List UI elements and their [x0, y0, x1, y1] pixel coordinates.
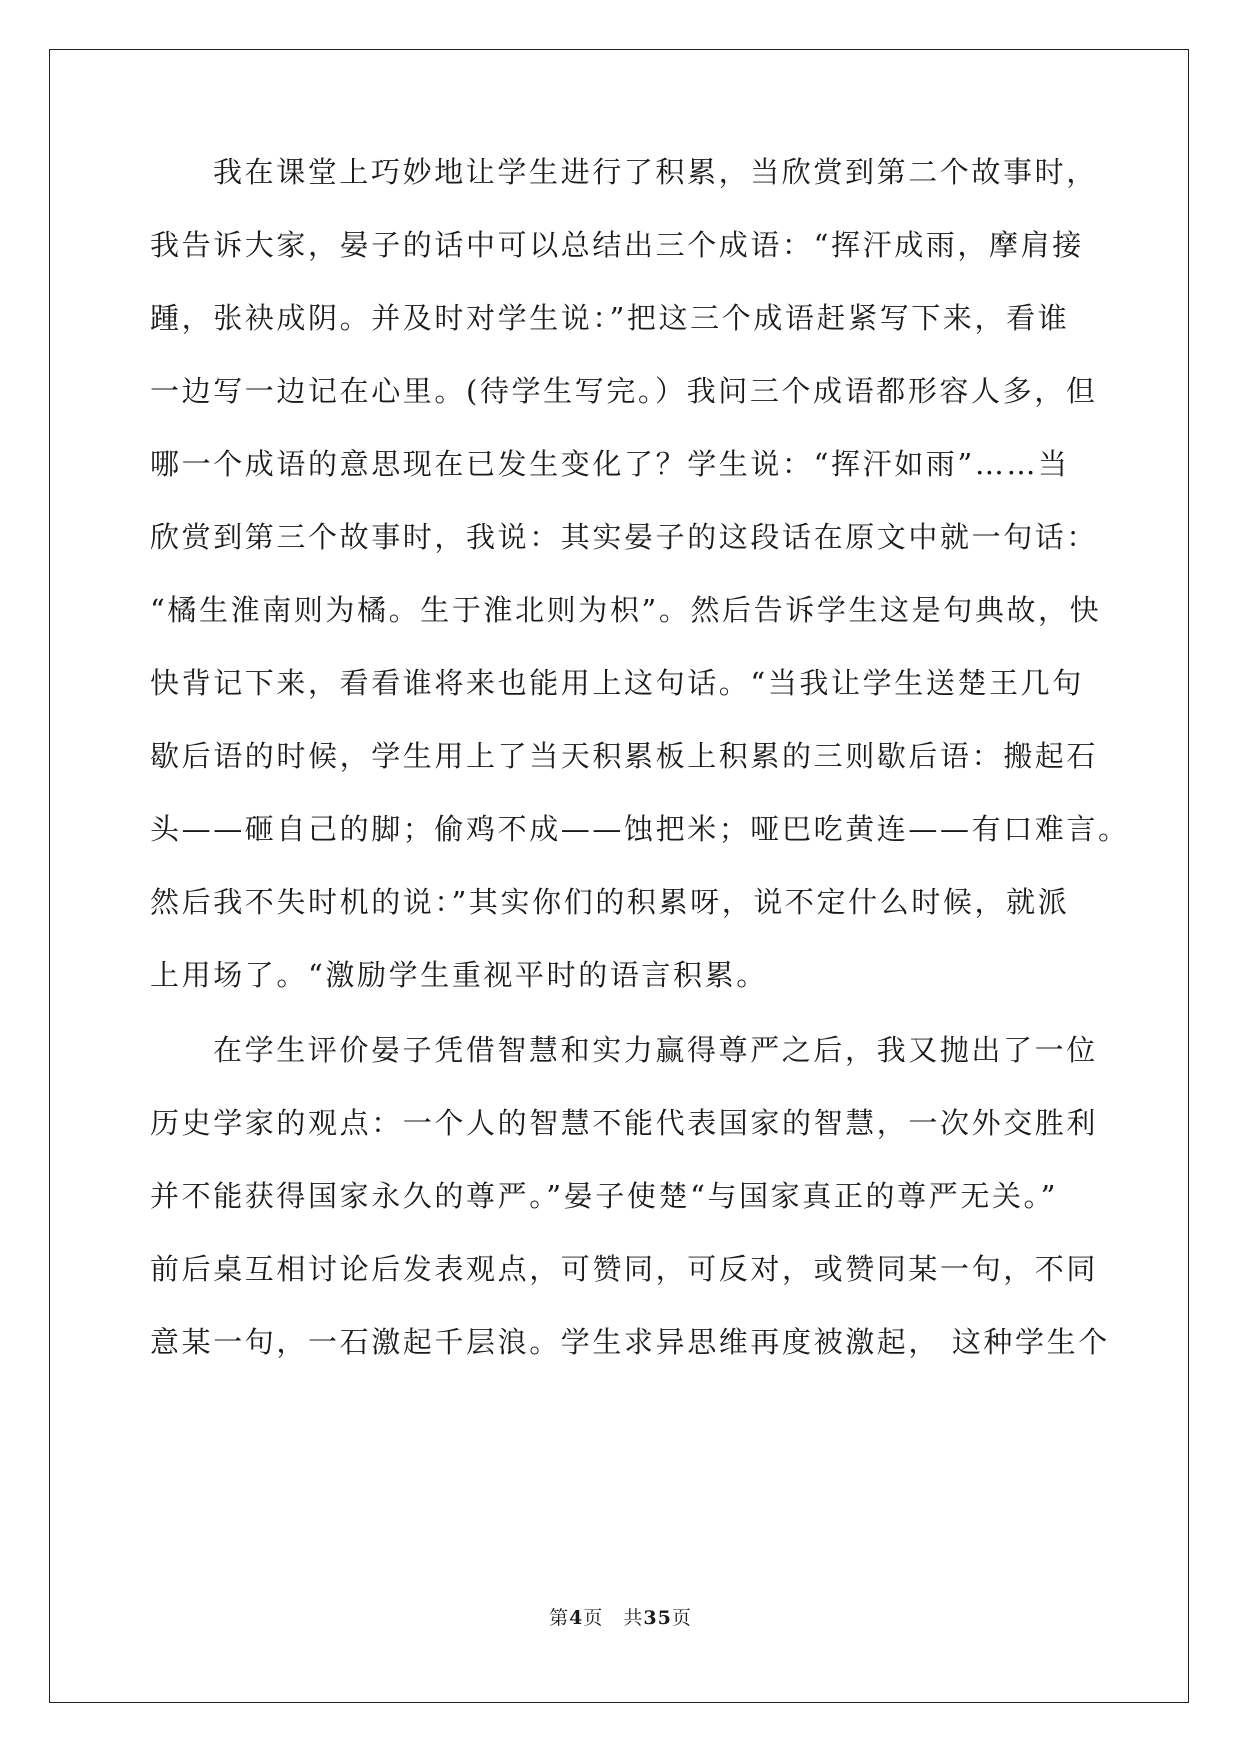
- paragraph-1-line-11: 然后我不失时机的说：”其实你们的积累呀，说不定什么时候，就派: [150, 885, 1070, 919]
- paragraph-1-line-4: 一边写一边记在心里。(待学生写完。）我问三个成语都形容人多，但: [150, 374, 1098, 408]
- paragraph-1-line-1: 我在课堂上巧妙地让学生进行了积累，当欣赏到第二个故事时，: [213, 155, 1098, 189]
- paragraph-1-line-6: 欣赏到第三个故事时，我说：其实晏子的这段话在原文中就一句话：: [150, 520, 1099, 554]
- paragraph-1-line-12: 上用场了。“激励学生重视平时的语言积累。: [150, 958, 768, 992]
- paragraph-1-line-8: 快背记下来，看看谁将来也能用上这句话。“当我让学生送楚王几句: [150, 666, 1084, 700]
- paragraph-2-line-1: 在学生评价晏子凭借智慧和实力赢得尊严之后，我又抛出了一位: [213, 1033, 1098, 1067]
- footer-mid: 页 共: [583, 1607, 644, 1629]
- total-page-count: 35: [643, 1607, 672, 1629]
- page-number-footer: [0, 1606, 1241, 1630]
- paragraph-1-line-2: 我告诉大家，晏子的话中可以总结出三个成语：“挥汗成雨，摩肩接: [150, 228, 1084, 262]
- paragraph-2-line-2: 历史学家的观点：一个人的智慧不能代表国家的智慧，一次外交胜利: [150, 1106, 1099, 1140]
- paragraph-2-line-5: 意某一句，一石激起千层浪。学生求异思维再度被激起， 这种学生个: [150, 1325, 1110, 1359]
- footer-prefix: 第: [549, 1607, 570, 1629]
- paragraph-2-line-3: 并不能获得国家永久的尊严。”晏子使楚“与国家真正的尊严无关。”: [150, 1179, 1059, 1213]
- paragraph-2-line-4: 前后桌互相讨论后发表观点，可赞同，可反对，或赞同某一句，不同: [150, 1252, 1099, 1286]
- footer-suffix: 页: [671, 1607, 692, 1629]
- paragraph-1-line-7: “橘生淮南则为橘。生于淮北则为枳”。然后告诉学生这是句典故，快: [150, 593, 1102, 627]
- paragraph-1-line-10: 头——砸自己的脚；偷鸡不成——蚀把米；哑巴吃黄连——有口难言。: [150, 812, 1130, 846]
- current-page-number: 4: [569, 1607, 584, 1629]
- paragraph-1-line-9: 歇后语的时候，学生用上了当天积累板上积累的三则歇后语：搬起石: [150, 739, 1099, 773]
- paragraph-1-line-5: 哪一个成语的意思现在已发生变化了？学生说：“挥汗如雨”……当: [150, 447, 1070, 481]
- paragraph-1-line-3: 踵，张袂成阴。并及时对学生说：”把这三个成语赶紧写下来，看谁: [150, 301, 1070, 335]
